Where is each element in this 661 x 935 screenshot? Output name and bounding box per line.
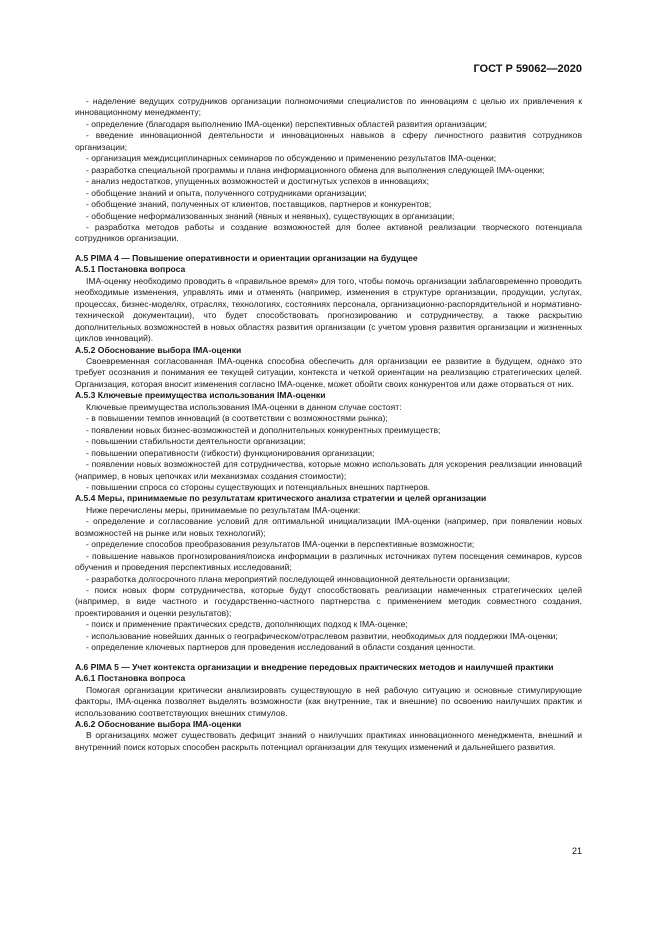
list-item: - разработка долгосрочного плана мероприятий последующей инновационной деятельности организации;	[86, 573, 510, 584]
list-item: - анализ недостатков, упущенных возможностей и достигнутых успехов в инновациях;	[86, 176, 429, 187]
list-item: - повышение навыков прогнозирования/поиска информации в различных источниках путем посещения семинаров, курсов обучения и проведения перспективных исследований;	[75, 550, 582, 573]
list-item: - поиск и применение практических средств, дополняющих подход к IMA-оценке;	[86, 619, 408, 630]
list-item: - разработка методов работы и создание возможностей для более активной реализации творческого потенциала сотрудников организации.	[75, 221, 582, 244]
list-item: - организация междисциплинарных семинаров по обсуждению и применению результатов IMA-оценки;	[86, 153, 497, 164]
section-heading: А.6.1 Постановка вопроса	[75, 673, 186, 684]
paragraph: Ниже перечислены меры, принимаемые по результатам IMA-оценки:	[86, 504, 361, 515]
list-item: - использование новейших данных о географическом/отраслевом развитии, необходимых для поддержки IMA-оценки;	[86, 630, 558, 641]
section-heading: А.6 PIMA 5 — Учет контекста организации и внедрение передовых практических методов и наилучшей практики	[75, 661, 554, 672]
list-item: - обобщение знаний и опыта, полученного сотрудниками организации;	[86, 187, 367, 198]
paragraph: Своевременная согласованная IMA-оценка способна обеспечить для организации ее развитие в будущем, однако это требует осознания и понимания ее текущей ситуации, контекста и четкой ориентации на реализацию стратегических целей. Организация, которая вносит изменения согласно IMA-оценке, может обойти своих конкурентов или даже оторваться от них.	[75, 355, 582, 389]
section-heading: А.6.2 Обоснование выбора IMA-оценки	[75, 719, 242, 730]
standard-header: ГОСТ Р 59062—2020	[473, 63, 582, 75]
list-item: - появлении новых возможностей для сотрудничества, которые можно использовать для ускорения реализации инноваций (например, в новых цепочках или механизмах создания стоимости);	[75, 459, 582, 481]
paragraph: В организациях может существовать дефицит знаний о наилучших практиках инновационного менеджмента, внешний и внутренний поиск которых способен раскрыть потенциал организации для текущих изменений и дальнейшего развития.	[75, 730, 582, 752]
list-item: - введение инновационной деятельности и инновационных навыков в сферу личностного развития сотрудников организации;	[75, 130, 582, 152]
section-heading: А.5.2 Обоснование выбора IMA-оценки	[75, 344, 242, 355]
list-item: - определение способов преобразования результатов IMA-оценки в перспективные возможности;	[86, 539, 475, 550]
list-item: - определение (благодаря выполнению IMA-оценки) перспективных областей развития организации;	[86, 118, 488, 129]
section-heading: А.5 PIMA 4 — Повышение оперативности и ориентации организации на будущее	[75, 252, 418, 263]
list-item: - повышении стабильности деятельности организации;	[86, 436, 306, 447]
list-item: - поиск новых форм сотрудничества, которые будут способствовать реализации намеченных стратегических целей (например, в виде частного и государственно-частного партнерства с применением методик совместного создания, проектирования и оценки результатов);	[75, 585, 582, 618]
list-item: - повышении оперативности (гибкости) функционирования организации;	[86, 447, 375, 458]
list-item: - разработка специальной программы и плана информационного обмена для выполнения следующей IMA-оценки;	[86, 164, 545, 175]
document-body	[75, 96, 582, 753]
list-item: - наделение ведущих сотрудников организации полномочиями специалистов по инновациям с целью их привлечения к инновационному менеджменту;	[75, 96, 582, 118]
page-number: 21	[571, 846, 582, 856]
section-heading: А.5.3 Ключевые преимущества использования IMA-оценки	[75, 390, 326, 401]
paragraph: Ключевые преимущества использования IMA-оценки в данном случае состоят:	[86, 401, 402, 412]
list-item: - в повышении темпов инноваций (в соответствии с возможностями рынка);	[86, 413, 388, 424]
section-heading: А.5.4 Меры, принимаемые по результатам критического анализа стратегии и целей организации	[75, 493, 487, 504]
list-item: - появлении новых бизнес-возможностей и дополнительных конкурентных преимуществ;	[86, 424, 441, 435]
list-item: - определение и согласование условий для оптимальной инициализации IMA-оценки (например, при появлении новых возможностей на рынке или новых технологий);	[75, 516, 582, 538]
paragraph: IMA-оценку необходимо проводить в «правильное время» для того, чтобы помочь организации заблаговременно проводить необходимые изменения, управлять ими и отменять (например, изменения в структуре организации, продукции, услугах, процессах, бизнес-моделях, отраслях, технологиях, состояниях персонала, организационно-распорядительной и нормативно-технической документации), что будет способствовать прогнозированию и сотрудничеству, а также раскрытию дополнительных возможностей в новых областях развития организации (с учетом уровня развития организации и жизненных циклов инноваций).	[75, 275, 582, 344]
list-item: - обобщение знаний, полученных от клиентов, поставщиков, партнеров и конкурентов;	[86, 199, 432, 210]
section-heading: А.5.1 Постановка вопроса	[75, 264, 186, 275]
list-item: - обобщение неформализованных знаний (явных и неявных), существующих в организации;	[86, 210, 455, 221]
list-item: - повышении спроса со стороны существующих и потенциальных внешних партнеров.	[86, 481, 431, 492]
list-item: - определение ключевых партнеров для проведения исследований в области создания ценности.	[86, 642, 476, 653]
paragraph: Помогая организации критически анализировать существующую в ней рабочую ситуацию и основные стимулирующие факторы, IMA-оценка позволяет выделять возможности (как внутренние, так и внешние) по освоению наилучших практик и использованию соответствующих внешних стимулов.	[75, 684, 582, 718]
